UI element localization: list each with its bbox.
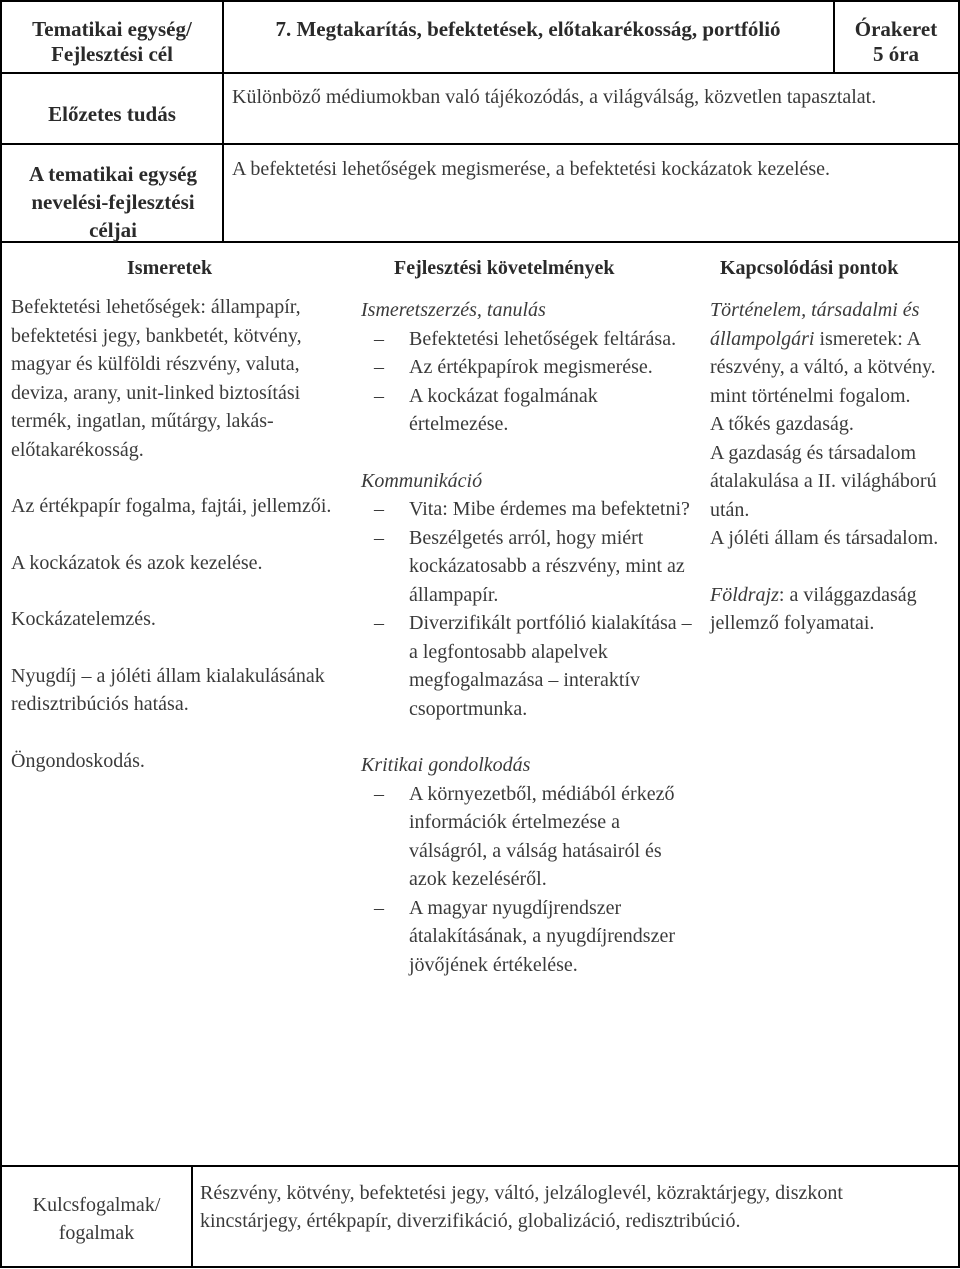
table-border-header-bottom [0,72,960,74]
requirement-item: – Az értékpapírok megismerése. [374,356,653,378]
requirement-list [361,495,701,723]
column-header-requirements: Fejlesztési követelmények [394,257,615,279]
knowledge-item: Befektetési lehetőségek: állampapír, befektetési jegy, bankbetét, kötvény, magyar és külföldi részvény, valuta, deviza, arany, unit-linked biztosítási termék, ingatlan, műtárgy, lakás-előtakarékosság. [11,296,302,461]
knowledge-item: Kockázatelemzés. [11,608,156,630]
table-border-top [0,0,960,2]
requirement-section-title: Kritikai gondolkodás [361,754,531,776]
column-header-connections: Kapcsolódási pontok [720,257,899,279]
requirement-item: – A magyar nyugdíjrendszer átalakításának, a nyugdíjrendszer jövőjének értékelése. [374,896,675,976]
knowledge-item: A kockázatok és azok kezelése. [11,551,263,574]
knowledge-item: Öngondoskodás. [11,749,145,772]
hours-label: Órakeret [854,17,938,41]
key-concepts-label: Kulcsfogalmak/ fogalmak [32,1194,161,1244]
table-divider-keyconcepts [191,1165,193,1268]
table-divider-hours-column [833,0,835,73]
requirement-item: – A kockázat fogalmának értelmezése. [374,384,598,435]
connection-item: A jóléti állam és társadalom. [710,527,939,549]
knowledge-item: Az értékpapír fogalma, fajtái, jellemzői. [11,495,332,517]
requirement-item: – Befektetési lehetőségek feltárása. [374,327,677,350]
table-border-prior-bottom [0,143,960,145]
connection-geography: Földrajz: a világgazdaság jellemző folyamatai. [710,583,917,634]
requirement-item: – A környezetből, médiából érkező információk értelmezése a válságról, a válság hatásairól és azok kezeléséről. [374,782,675,890]
knowledge-item: Nyugdíj – a jóléti állam kialakulásának redisztribúciós hatása. [11,664,325,715]
requirement-section-title: Ismeretszerzés, tanulás [361,299,546,321]
hours-value: 5 óra [872,42,920,66]
table-divider-label-column [222,0,224,242]
connection-item: A gazdaság és társadalom átalakulása a II. világháború után. [710,441,937,521]
table-border-left [0,0,2,1268]
knowledge-column [11,293,346,775]
connections-column [710,296,950,638]
connection-subject: Földrajz [710,583,779,606]
table-border-content-bottom [0,1165,960,1167]
connection-item: A tőkés gazdaság. [710,413,854,435]
goals-text: A befektetési lehetőségek megismerése, a befektetési kockázatok kezelése. [232,158,831,180]
unit-label: Tematikai egység/ Fejlesztési cél [32,17,192,66]
requirements-column [361,296,701,979]
connection-history: Történelem, társadalmi és állampolgári ismeretek: A részvény, a váltó, a kötvény. mint történelmi fogalom. [710,299,936,407]
key-concepts-text: Részvény, kötvény, befektetési jegy, váltó, jelzáloglevél, közraktárjegy, diszkont kincstárjegy, értékpapír, diverzifikáció, globalizáció, redisztribúció. [200,1182,843,1232]
requirement-item: – Vita: Mibe érdemes ma befektetni? [374,498,690,520]
requirement-item: – Beszélgetés arról, hogy miért kockázatosabb a részvény, mint az állampapír. [374,526,685,606]
requirement-section-title: Kommunikáció [361,469,483,492]
prior-knowledge-label: Előzetes tudás [48,102,176,126]
unit-title: 7. Megtakarítás, befektetések, előtakarékosság, portfólió [275,17,781,41]
column-header-knowledge: Ismeretek [127,257,213,279]
requirement-item: – Diverzifikált portfólió kialakítása – a legfontosabb alapelvek megfogalmazása – interaktív csoportmunka. [374,612,692,720]
goals-label: A tematikai egység nevelési-fejlesztési céljai [29,162,197,242]
requirement-list [361,325,701,439]
connection-subject: Történelem, társadalmi és állampolgári [710,299,920,350]
requirement-list [361,780,701,980]
table-border-bottom [0,1266,960,1268]
prior-knowledge-text: Különböző médiumokban való tájékozódás, a világválság, közvetlen tapasztalat. [232,86,877,108]
